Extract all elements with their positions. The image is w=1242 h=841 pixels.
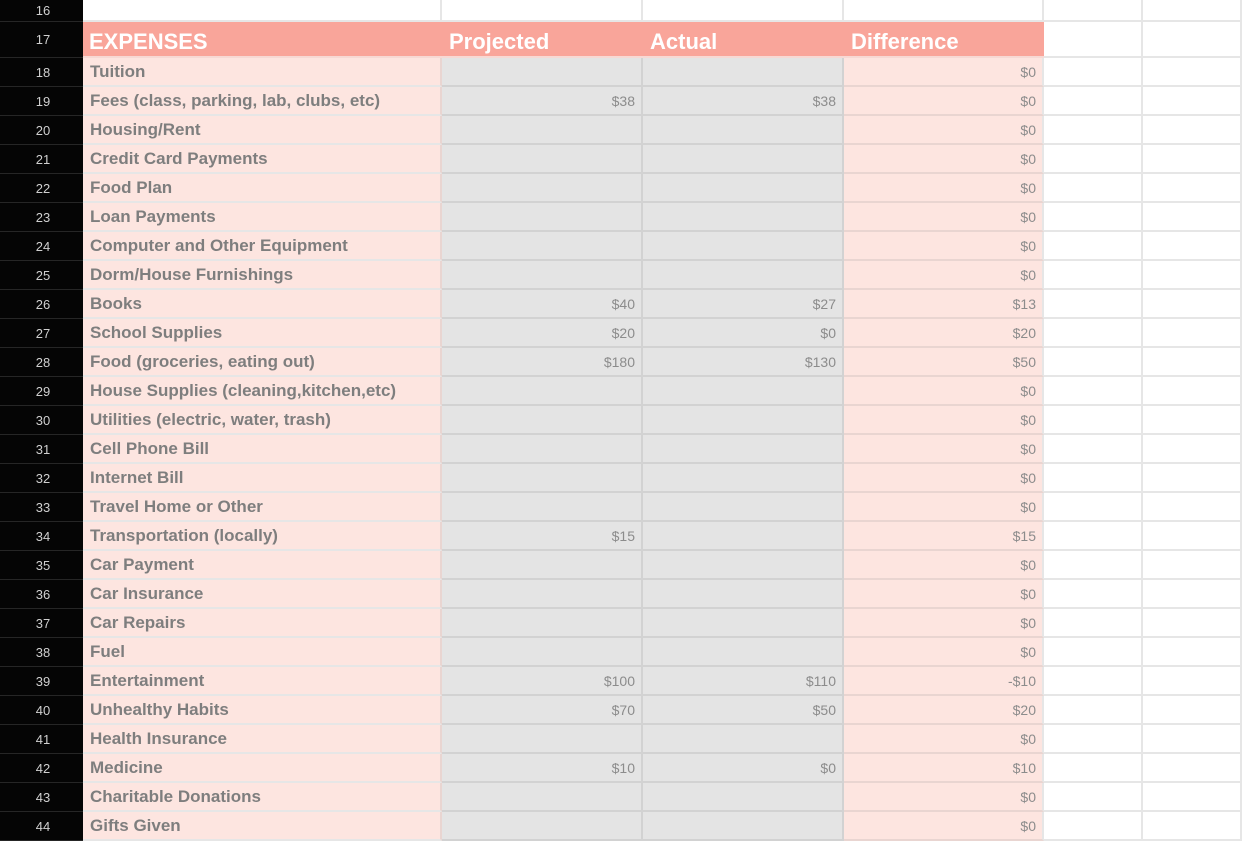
difference-cell[interactable]: $0 <box>844 174 1044 203</box>
actual-cell[interactable]: $50 <box>643 696 844 725</box>
expense-label-cell[interactable]: Gifts Given <box>83 812 442 841</box>
difference-cell[interactable]: $20 <box>844 319 1044 348</box>
difference-cell[interactable]: $0 <box>844 87 1044 116</box>
projected-cell[interactable] <box>442 783 643 812</box>
projected-cell[interactable] <box>442 551 643 580</box>
actual-cell[interactable] <box>643 58 844 87</box>
actual-cell[interactable]: $27 <box>643 290 844 319</box>
row-header[interactable]: 44 <box>0 812 83 841</box>
cell[interactable] <box>1143 348 1242 377</box>
expense-label-cell[interactable]: Tuition <box>83 58 442 87</box>
actual-cell[interactable] <box>643 406 844 435</box>
projected-cell[interactable] <box>442 261 643 290</box>
row-header[interactable]: 24 <box>0 232 83 261</box>
projected-cell[interactable] <box>442 406 643 435</box>
actual-header-cell[interactable]: Actual <box>643 22 844 58</box>
expense-label-cell[interactable]: Fees (class, parking, lab, clubs, etc) <box>83 87 442 116</box>
cell[interactable] <box>83 0 442 22</box>
row-header[interactable]: 36 <box>0 580 83 609</box>
row-header[interactable]: 42 <box>0 754 83 783</box>
actual-cell[interactable] <box>643 609 844 638</box>
difference-cell[interactable]: $0 <box>844 435 1044 464</box>
row-header[interactable]: 37 <box>0 609 83 638</box>
cell[interactable] <box>1143 377 1242 406</box>
difference-cell[interactable]: $0 <box>844 812 1044 841</box>
expense-label-cell[interactable]: Internet Bill <box>83 464 442 493</box>
cell[interactable] <box>1143 551 1242 580</box>
cell[interactable] <box>1143 493 1242 522</box>
cell[interactable] <box>1143 319 1242 348</box>
projected-cell[interactable] <box>442 609 643 638</box>
cell[interactable] <box>1143 116 1242 145</box>
difference-cell[interactable]: $0 <box>844 58 1044 87</box>
actual-cell[interactable] <box>643 174 844 203</box>
expense-label-cell[interactable]: Medicine <box>83 754 442 783</box>
projected-cell[interactable] <box>442 203 643 232</box>
projected-cell[interactable] <box>442 145 643 174</box>
cell[interactable] <box>1044 667 1143 696</box>
cell[interactable] <box>1143 232 1242 261</box>
cell[interactable] <box>1143 812 1242 841</box>
projected-cell[interactable] <box>442 435 643 464</box>
projected-cell[interactable] <box>442 377 643 406</box>
cell[interactable] <box>1143 580 1242 609</box>
cell[interactable] <box>1143 145 1242 174</box>
cell[interactable] <box>1044 696 1143 725</box>
row-header[interactable]: 23 <box>0 203 83 232</box>
expense-label-cell[interactable]: Food (groceries, eating out) <box>83 348 442 377</box>
cell[interactable] <box>1044 464 1143 493</box>
difference-cell[interactable]: $0 <box>844 261 1044 290</box>
projected-header-cell[interactable]: Projected <box>442 22 643 58</box>
expense-label-cell[interactable]: School Supplies <box>83 319 442 348</box>
difference-cell[interactable]: $0 <box>844 551 1044 580</box>
cell[interactable] <box>1143 638 1242 667</box>
row-header[interactable]: 31 <box>0 435 83 464</box>
difference-cell[interactable]: $0 <box>844 377 1044 406</box>
cell[interactable] <box>1143 174 1242 203</box>
row-header[interactable]: 27 <box>0 319 83 348</box>
row-header[interactable]: 38 <box>0 638 83 667</box>
difference-cell[interactable]: $0 <box>844 464 1044 493</box>
cell[interactable] <box>1143 87 1242 116</box>
expense-label-cell[interactable]: Car Repairs <box>83 609 442 638</box>
expense-label-cell[interactable]: Unhealthy Habits <box>83 696 442 725</box>
cell[interactable] <box>1044 812 1143 841</box>
difference-cell[interactable]: $0 <box>844 783 1044 812</box>
difference-cell[interactable]: $10 <box>844 754 1044 783</box>
expense-label-cell[interactable]: Computer and Other Equipment <box>83 232 442 261</box>
cell[interactable] <box>1143 203 1242 232</box>
cell[interactable] <box>1044 580 1143 609</box>
actual-cell[interactable] <box>643 638 844 667</box>
actual-cell[interactable] <box>643 145 844 174</box>
projected-cell[interactable] <box>442 174 643 203</box>
cell[interactable] <box>1044 522 1143 551</box>
projected-cell[interactable]: $100 <box>442 667 643 696</box>
row-header[interactable]: 35 <box>0 551 83 580</box>
expenses-header-cell[interactable]: EXPENSES <box>83 22 442 58</box>
actual-cell[interactable] <box>643 783 844 812</box>
difference-cell[interactable]: $0 <box>844 232 1044 261</box>
projected-cell[interactable]: $70 <box>442 696 643 725</box>
difference-cell[interactable]: $15 <box>844 522 1044 551</box>
row-header[interactable]: 34 <box>0 522 83 551</box>
cell[interactable] <box>1044 319 1143 348</box>
expense-label-cell[interactable]: Fuel <box>83 638 442 667</box>
cell[interactable] <box>1044 638 1143 667</box>
expense-label-cell[interactable]: Food Plan <box>83 174 442 203</box>
row-header[interactable]: 16 <box>0 0 83 22</box>
cell[interactable] <box>1143 725 1242 754</box>
expense-label-cell[interactable]: Credit Card Payments <box>83 145 442 174</box>
actual-cell[interactable]: $0 <box>643 754 844 783</box>
cell[interactable] <box>844 0 1044 22</box>
row-header[interactable]: 26 <box>0 290 83 319</box>
projected-cell[interactable] <box>442 580 643 609</box>
row-header[interactable]: 33 <box>0 493 83 522</box>
expense-label-cell[interactable]: House Supplies (cleaning,kitchen,etc) <box>83 377 442 406</box>
cell[interactable] <box>1143 783 1242 812</box>
cell[interactable] <box>1044 232 1143 261</box>
expense-label-cell[interactable]: Car Payment <box>83 551 442 580</box>
cell[interactable] <box>1143 522 1242 551</box>
difference-cell[interactable]: $50 <box>844 348 1044 377</box>
difference-cell[interactable]: $0 <box>844 145 1044 174</box>
projected-cell[interactable] <box>442 812 643 841</box>
projected-cell[interactable] <box>442 58 643 87</box>
row-header[interactable]: 22 <box>0 174 83 203</box>
cell[interactable] <box>1143 667 1242 696</box>
row-header[interactable]: 19 <box>0 87 83 116</box>
cell[interactable] <box>1044 0 1143 22</box>
projected-cell[interactable] <box>442 232 643 261</box>
difference-cell[interactable]: $0 <box>844 493 1044 522</box>
projected-cell[interactable]: $10 <box>442 754 643 783</box>
projected-cell[interactable]: $15 <box>442 522 643 551</box>
actual-cell[interactable] <box>643 725 844 754</box>
actual-cell[interactable]: $0 <box>643 319 844 348</box>
expense-label-cell[interactable]: Housing/Rent <box>83 116 442 145</box>
cell[interactable] <box>1143 290 1242 319</box>
cell[interactable] <box>1044 58 1143 87</box>
row-header[interactable]: 29 <box>0 377 83 406</box>
difference-cell[interactable]: $0 <box>844 203 1044 232</box>
cell[interactable] <box>1044 87 1143 116</box>
expense-label-cell[interactable]: Utilities (electric, water, trash) <box>83 406 442 435</box>
expense-label-cell[interactable]: Travel Home or Other <box>83 493 442 522</box>
row-header[interactable]: 40 <box>0 696 83 725</box>
actual-cell[interactable] <box>643 580 844 609</box>
actual-cell[interactable] <box>643 232 844 261</box>
difference-cell[interactable]: $0 <box>844 406 1044 435</box>
cell[interactable] <box>1044 261 1143 290</box>
projected-cell[interactable]: $40 <box>442 290 643 319</box>
row-header[interactable]: 17 <box>0 22 83 58</box>
expense-label-cell[interactable]: Entertainment <box>83 667 442 696</box>
cell[interactable] <box>1044 377 1143 406</box>
difference-cell[interactable]: $0 <box>844 580 1044 609</box>
projected-cell[interactable] <box>442 725 643 754</box>
cell[interactable] <box>1143 22 1242 58</box>
difference-cell[interactable]: $20 <box>844 696 1044 725</box>
row-header[interactable]: 28 <box>0 348 83 377</box>
row-header[interactable]: 25 <box>0 261 83 290</box>
cell[interactable] <box>1044 203 1143 232</box>
cell[interactable] <box>1143 0 1242 22</box>
row-header[interactable]: 18 <box>0 58 83 87</box>
difference-cell[interactable]: $0 <box>844 116 1044 145</box>
projected-cell[interactable] <box>442 116 643 145</box>
actual-cell[interactable]: $38 <box>643 87 844 116</box>
cell[interactable] <box>1044 290 1143 319</box>
row-header[interactable]: 43 <box>0 783 83 812</box>
difference-cell[interactable]: -$10 <box>844 667 1044 696</box>
actual-cell[interactable] <box>643 116 844 145</box>
cell[interactable] <box>1044 348 1143 377</box>
cell[interactable] <box>1044 609 1143 638</box>
expense-label-cell[interactable]: Loan Payments <box>83 203 442 232</box>
difference-header-cell[interactable]: Difference <box>844 22 1044 58</box>
difference-cell[interactable]: $0 <box>844 725 1044 754</box>
cell[interactable] <box>1143 464 1242 493</box>
actual-cell[interactable] <box>643 203 844 232</box>
projected-cell[interactable]: $20 <box>442 319 643 348</box>
expense-label-cell[interactable]: Cell Phone Bill <box>83 435 442 464</box>
actual-cell[interactable] <box>643 464 844 493</box>
cell[interactable] <box>1143 58 1242 87</box>
cell[interactable] <box>1044 145 1143 174</box>
projected-cell[interactable]: $38 <box>442 87 643 116</box>
row-header[interactable]: 30 <box>0 406 83 435</box>
expense-label-cell[interactable]: Dorm/House Furnishings <box>83 261 442 290</box>
row-header[interactable]: 32 <box>0 464 83 493</box>
cell[interactable] <box>1143 754 1242 783</box>
projected-cell[interactable] <box>442 493 643 522</box>
difference-cell[interactable]: $13 <box>844 290 1044 319</box>
actual-cell[interactable] <box>643 261 844 290</box>
actual-cell[interactable] <box>643 551 844 580</box>
cell[interactable] <box>1044 493 1143 522</box>
actual-cell[interactable] <box>643 522 844 551</box>
expense-label-cell[interactable]: Car Insurance <box>83 580 442 609</box>
cell[interactable] <box>1044 174 1143 203</box>
cell[interactable] <box>442 0 643 22</box>
expense-label-cell[interactable]: Charitable Donations <box>83 783 442 812</box>
cell[interactable] <box>1143 696 1242 725</box>
actual-cell[interactable] <box>643 435 844 464</box>
row-header[interactable]: 39 <box>0 667 83 696</box>
cell[interactable] <box>1044 783 1143 812</box>
cell[interactable] <box>1143 406 1242 435</box>
projected-cell[interactable] <box>442 638 643 667</box>
expense-label-cell[interactable]: Transportation (locally) <box>83 522 442 551</box>
cell[interactable] <box>1044 116 1143 145</box>
expense-label-cell[interactable]: Health Insurance <box>83 725 442 754</box>
cell[interactable] <box>1044 551 1143 580</box>
difference-cell[interactable]: $0 <box>844 609 1044 638</box>
cell[interactable] <box>1143 261 1242 290</box>
cell[interactable] <box>1143 435 1242 464</box>
expense-label-cell[interactable]: Books <box>83 290 442 319</box>
actual-cell[interactable] <box>643 493 844 522</box>
actual-cell[interactable] <box>643 377 844 406</box>
row-header[interactable]: 20 <box>0 116 83 145</box>
actual-cell[interactable] <box>643 812 844 841</box>
actual-cell[interactable]: $130 <box>643 348 844 377</box>
cell[interactable] <box>1044 435 1143 464</box>
cell[interactable] <box>1044 406 1143 435</box>
cell[interactable] <box>1044 754 1143 783</box>
projected-cell[interactable] <box>442 464 643 493</box>
cell[interactable] <box>1044 725 1143 754</box>
row-header[interactable]: 41 <box>0 725 83 754</box>
cell[interactable] <box>1044 22 1143 58</box>
projected-cell[interactable]: $180 <box>442 348 643 377</box>
actual-cell[interactable]: $110 <box>643 667 844 696</box>
cell[interactable] <box>1143 609 1242 638</box>
difference-cell[interactable]: $0 <box>844 638 1044 667</box>
row-header[interactable]: 21 <box>0 145 83 174</box>
cell[interactable] <box>643 0 844 22</box>
